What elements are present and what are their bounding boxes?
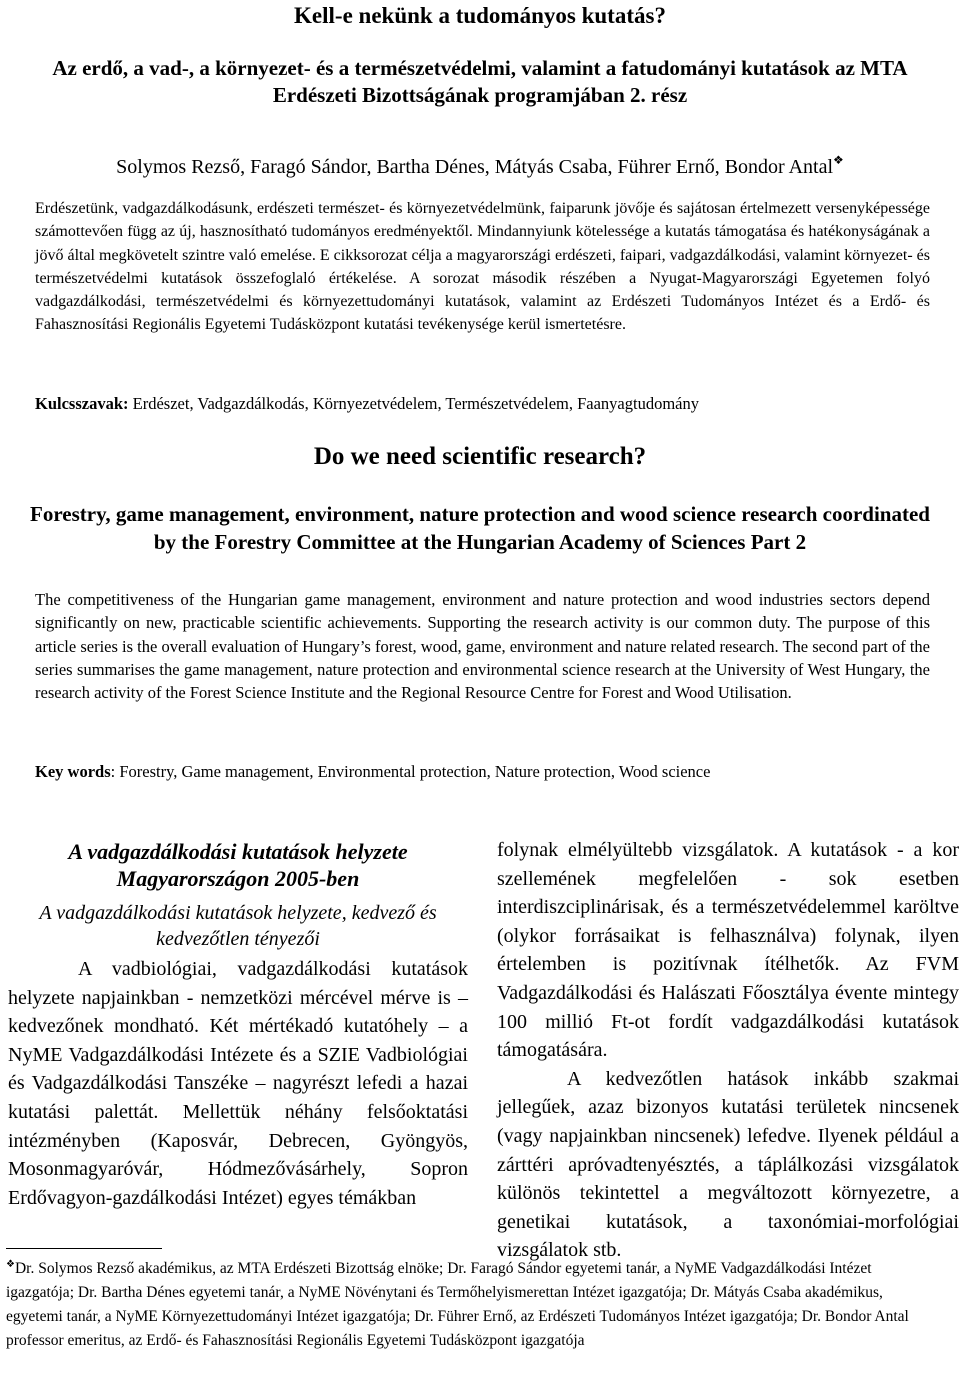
title-english: Do we need scientific research? [313,443,647,470]
keywords-hungarian [35,392,930,416]
footnote [6,1253,936,1353]
abstract-english: The competitiveness of the Hungarian game management, environment and nature protection and wood industries sectors depend significantly on new, practicable scientific achievements. Supporting the research activity is our common duty. The purpose of this article series is the overall evaluation of Hungary’s forest, wood, game, environment and nature related research. The second part of the series summarises the game management, nature protection and environmental science research at the University of West Hungary, the research activity of the Forest Science Institute and the Regional Resource Centre for Forest and Wood Utilisation. [35,590,930,703]
keywords-hungarian-list: Erdészet, Vadgazdálkodás, Környezetvédelem, Természetvédelem, Faanyagtudomány [128,394,699,413]
title-hungarian: Kell-e nekünk a tudományos kutatás? [294,3,666,28]
author-names: Solymos Rezső, Faragó Sándor, Bartha Dénes, Mátyás Csaba, Führer Ernő, Bondor Antal [116,156,834,178]
subtitle-english: Forestry, game management, environment, nature protection and wood science research coordinated by the Forestry Committee at the Hungarian Academy of Sciences Part 2 [30,502,930,554]
footnote-text: Dr. Solymos Rezső akadémikus, az MTA Erdészeti Bizottság elnöke; Dr. Faragó Sándor egyetemi tanár, a NyME Vadgazdálkodási Intézet igazgatója; Dr. Bartha Dénes egyetemi tanár, a NyME Növénytani és Termőhelyismerettan Intézet igazgatója; Dr. Mátyás Csaba akadémikus, egyetemi tanár, a NyME Környezettudományi Intézet igazgatója; Dr. Führer Ernő, az Erdészeti Tudományos Intézet igazgatója; Dr. Bondor Antal professor emeritus, az Erdő- és Fahasznosítási Regionális Egyetemi Tudásközpont igazgatója [6,1260,909,1350]
section-subheading: A vadgazdálkodási kutatások helyzete, kedvező és kedvezőtlen tényezői [39,902,437,950]
keywords-english-label: Key words [35,762,111,781]
footnote-mark: ❖ [6,1259,15,1270]
keywords-hungarian-label: Kulcsszavak: [35,394,129,413]
body-paragraph-right-2: A kedvezőtlen hatások inkább szakmai jellegűek, azaz bizonyos kutatási területek nincsenek (vagy napjainkban nincsenek) lefedve. Ilyenek például a zárttéri apróvadtenyésztés, a táplálkozási vizsgálatok különös tekintettel a megváltozott környezetre, a genetikai kutatások, a taxonómiai-morfológiai vizsgálatok stb. [497,1067,959,1262]
abstract-hungarian: Erdészetünk, vadgazdálkodásunk, erdészeti természet- és környezetvédelmünk, faiparunk jövője és sajátosan értelmezett versenyképessége számottevően függ az új, hasznosítható tudományos eredményektől. Mindannyiunk kötelessége a kutatás támogatása és hatékonyságának a jövő által megkövetelt szintre való emelése. E cikksorozat célja a magyarországi erdészeti, faipari, vadgazdálkodási, valamint környezet- és természetvédelmi kutatások összefoglaló értékelése. A sorozat második részében a Nyugat-Magyarországi Egyetemen folyó vadgazdálkodási, természetvédelmi és környezettudományi kutatások, valamint az Erdészeti Tudományos Intézet és a Erdő- és Fahasznosítási Regionális Egyetemi Tudásközpont kutatási tevékenysége kerül ismertetésre. [35,200,930,334]
keywords-english-list: : Forestry, Game management, Environmental protection, Nature protection, Wood science [110,762,711,781]
right-column [497,836,959,1265]
subtitle-hungarian: Az erdő, a vad-, a környezet- és a természetvédelmi, valamint a fatudományi kutatások az MTA Erdészeti Bizottságának programjában 2. rész [52,56,908,107]
keywords-english [35,760,930,784]
section-heading: A vadgazdálkodási kutatások helyzete Magyarországon 2005-ben [68,839,408,891]
footnote-divider [6,1248,162,1249]
author-footnote-mark: ❖ [833,153,844,167]
left-column [8,836,468,1212]
body-paragraph-right-1: folynak elmélyültebb vizsgálatok. A kutatások - a kor szellemének megfelelően - sok esetben interdiszciplinárisak, és a természetvédelemmel karöltve (olykor forrásaikat is felhasználva) folynak, ilyen értelemben is pozitívnak ítélhetők. Az FVM Vadgazdálkodási és Halászati Főosztálya évente mintegy 100 millió Ft-ot fordít vadgazdálkodási kutatások támogatására. [497,839,959,1062]
body-paragraph-left: A vadbiológiai, vadgazdálkodási kutatások helyzete napjainkban - nemzetközi mércével mérve is – kedvezőnek mondható. Két mértékadó kutatóhely – a NyME Vadgazdálkodási Intézete és a SZIE Vadbiológiai és Vadgazdálkodási Tanszéke – nagyrészt lefedi a hazai kutatási palettát. Mellettük néhány felsőoktatási intézményben (Kaposvár, Debrecen, Gyöngyös, Mosonmagyaróvár, Hódmezővásárhely, Sopron Erdővagyon-gazdálkodási Intézet) egyes témákban [8,958,468,1209]
author-line [0,147,960,180]
